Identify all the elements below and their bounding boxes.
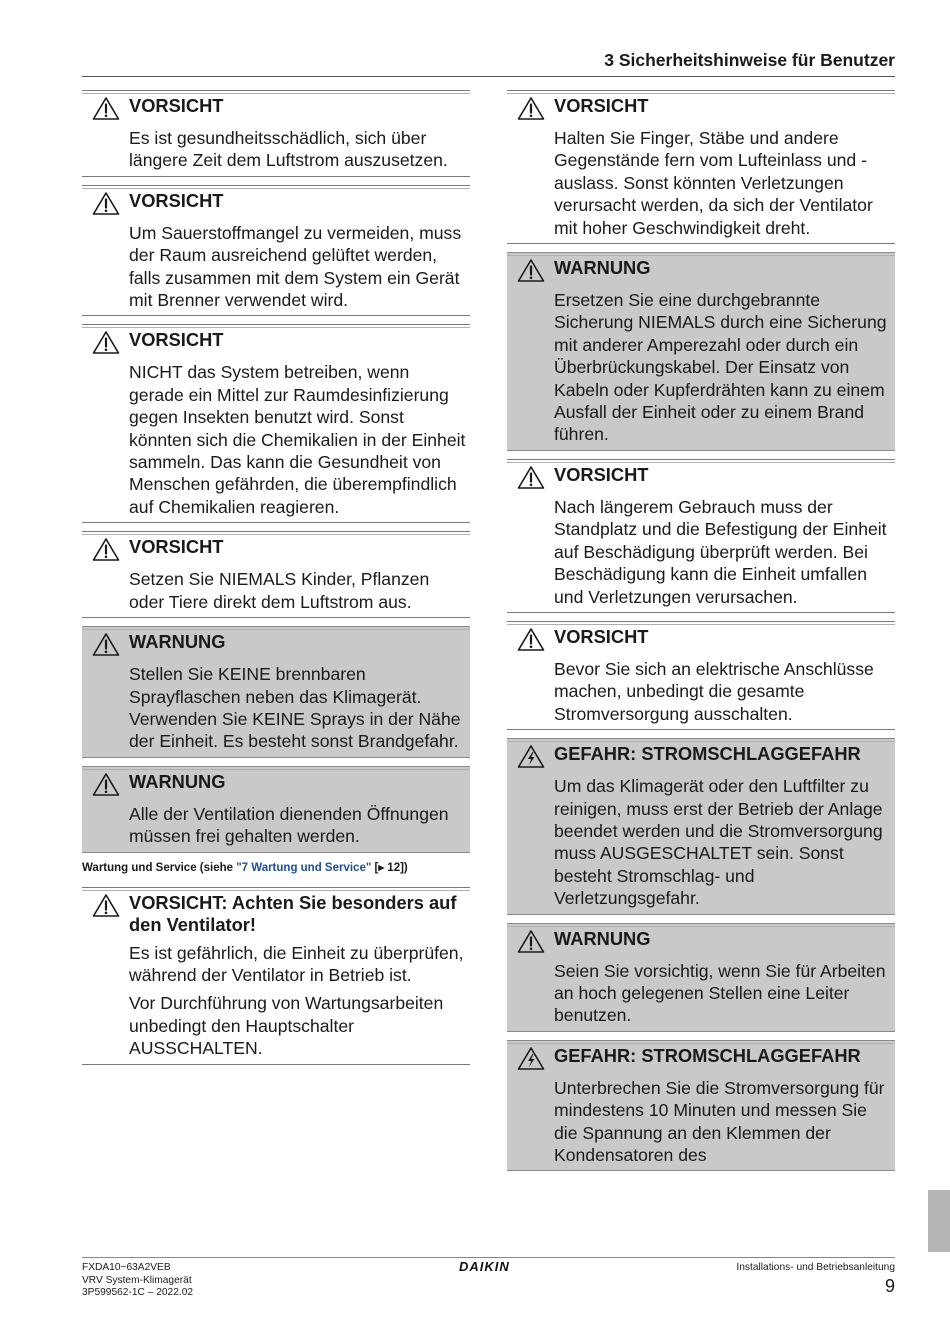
header-rule <box>82 76 895 77</box>
danger-note <box>507 1040 895 1172</box>
note-title: WARNUNG <box>129 770 226 792</box>
electric-shock-triangle-icon <box>507 742 554 769</box>
note-header <box>507 925 895 954</box>
note-body <box>82 568 470 613</box>
warning-note <box>507 252 895 451</box>
note-paragraph: Setzen Sie NIEMALS Kinder, Pflanzen oder Tiere direkt dem Luftstrom aus. <box>129 569 430 612</box>
note-paragraph: Ersetzen Sie eine durchgebrannte Sicherung NIEMALS durch eine Sicherung mit anderer Amperezahl oder durch ein Überbrückungskabel. Der Einsatz von Kabeln oder Kupferdrähten kann zu einem Ausfall der Einheit oder zu einem Brand führen. <box>554 290 887 445</box>
note-title: WARNUNG <box>554 257 651 279</box>
note-title: VORSICHT <box>554 625 649 647</box>
note-title: VORSICHT <box>129 95 224 116</box>
note-paragraph: Unterbrechen Sie die Stromversorgung für mindestens 10 Minuten und messen Sie die Spannung an den Klemmen der Kondensatoren des <box>554 1077 885 1165</box>
page-number: 9 <box>884 1275 895 1296</box>
warning-triangle-icon <box>82 891 129 918</box>
note-header <box>507 623 895 652</box>
note-header <box>82 92 470 121</box>
footer-left <box>82 1262 193 1300</box>
caution-note <box>507 621 895 730</box>
warning-triangle-icon <box>82 770 129 797</box>
footer-product: VRV System-Klimagerät <box>82 1274 192 1286</box>
note-header <box>82 628 470 657</box>
note-body <box>82 803 470 848</box>
note-body <box>507 127 895 239</box>
note-paragraph: Bevor Sie sich an elektrische Anschlüsse machen, unbedingt die gesamte Stromversorgung ausschalten. <box>554 658 874 724</box>
section-link-wartung[interactable]: "7 Wartung und Service" <box>236 861 372 874</box>
warning-triangle-icon <box>507 94 554 121</box>
footer-rule <box>82 1257 895 1258</box>
note-title: VORSICHT <box>554 463 649 485</box>
right-column <box>507 90 895 1179</box>
note-header <box>507 740 895 769</box>
note-body <box>82 361 470 518</box>
note-body <box>507 1077 895 1167</box>
electric-shock-triangle-icon <box>507 1044 554 1071</box>
note-paragraph: NICHT das System betreiben, wenn gerade ein Mittel zur Raumdesinfizierung gegen Insekten benutzt wird. Sonst könnten sich die Chemikalien in der Einheit sammeln. Das kann die Gesundheit von Menschen gefährden, die überempfindlich auf Chemikalien reagieren. <box>129 362 466 517</box>
caution-note <box>82 185 470 317</box>
side-tab-marker <box>928 1190 950 1252</box>
note-header <box>507 254 895 283</box>
warning-triangle-icon <box>507 927 554 954</box>
left-column <box>82 90 470 1073</box>
note-paragraph: Nach längerem Gebrauch muss der Standplatz und die Befestigung der Einheit auf Beschädigung überprüft werden. Bei Beschädigung kann die Einheit umfallen und Verletzungen verursachen. <box>554 496 887 607</box>
warning-note <box>507 923 895 1032</box>
caution-note <box>82 887 470 1065</box>
note-body <box>82 942 470 1060</box>
note-paragraph: Es ist gefährlich, die Einheit zu überprüfen, während der Ventilator in Betrieb ist. <box>129 942 464 985</box>
warning-triangle-icon <box>82 630 129 657</box>
danger-note <box>507 738 895 914</box>
note-body <box>82 663 470 753</box>
note-paragraph: Halten Sie Finger, Stäbe und andere Gegenstände fern vom Lufteinlass und -auslass. Sonst könnten Verletzungen verursacht werden, da sich der Ventilator mit hoher Geschwindigkeit dreht. <box>554 128 873 238</box>
warning-triangle-icon <box>507 463 554 490</box>
warning-triangle-icon <box>507 625 554 652</box>
note-paragraph: Um Sauerstoffmangel zu vermeiden, muss der Raum ausreichend gelüftet werden, falls zusammen mit dem System ein Gerät mit Brenner verwendet wird. <box>129 222 462 311</box>
note-header <box>507 92 895 121</box>
caution-note <box>82 531 470 618</box>
note-header <box>82 326 470 355</box>
note-header <box>507 461 895 490</box>
daikin-logo: DAIKIN <box>459 1259 510 1274</box>
note-title: VORSICHT <box>129 536 224 558</box>
left-notes-top <box>82 90 470 853</box>
footer-model: FXDA10~63A2VEB <box>82 1262 171 1273</box>
note-paragraph: Alle der Ventilation dienenden Öffnungen müssen frei gehalten werden. <box>129 803 449 847</box>
note-header <box>507 1042 895 1071</box>
note-paragraph: Um das Klimagerät oder den Luftfilter zu reinigen, muss erst der Betrieb der Anlage beendet werden und die Stromversorgung muss AUSGESCHALTET sein. Sonst besteht Stromschlag- und Verletzungsgefahr. <box>554 776 883 909</box>
warning-triangle-icon <box>82 535 129 562</box>
caution-note <box>82 324 470 523</box>
note-header <box>82 187 470 216</box>
note-body <box>507 960 895 1027</box>
note-body <box>82 127 470 172</box>
caution-note <box>507 459 895 613</box>
note-body <box>507 658 895 725</box>
warning-triangle-icon <box>507 256 554 283</box>
section-label-prefix: Wartung und Service (siehe <box>82 861 237 874</box>
section-label-maintenance <box>82 861 470 875</box>
note-paragraph: Vor Durchführung von Wartungsarbeiten unbedingt den Hauptschalter AUSSCHALTEN. <box>129 993 444 1059</box>
caution-note <box>507 90 895 244</box>
caution-note <box>82 90 470 177</box>
note-body <box>82 222 470 312</box>
warning-note <box>82 626 470 758</box>
note-header <box>82 533 470 562</box>
footer-doc-number: 3P599562-1C – 2022.02 <box>82 1287 194 1298</box>
page-header-title: 3 Sicherheitshinweise für Benutzer <box>604 50 895 70</box>
footer-right <box>736 1262 895 1296</box>
note-body <box>507 775 895 909</box>
note-title: VORSICHT <box>129 189 224 211</box>
note-title: VORSICHT: Achten Sie besonders auf den Ventilator! <box>129 891 457 935</box>
note-title: WARNUNG <box>554 927 651 949</box>
note-body <box>507 496 895 608</box>
footer-manual-title: Installations- und Betriebsanleitung <box>736 1262 895 1273</box>
note-body <box>507 289 895 446</box>
section-label-suffix: [▸ 12]) <box>371 861 408 874</box>
note-title: WARNUNG <box>129 631 226 653</box>
note-title: GEFAHR: STROMSCHLAGGEFAHR <box>554 743 861 765</box>
warning-note <box>82 766 470 853</box>
note-paragraph: Es ist gesundheitsschädlich, sich über längere Zeit dem Luftstrom auszusetzen. <box>129 128 448 171</box>
note-title: VORSICHT <box>554 95 649 116</box>
note-title: GEFAHR: STROMSCHLAGGEFAHR <box>554 1044 861 1066</box>
warning-triangle-icon <box>82 328 129 355</box>
warning-triangle-icon <box>82 94 129 121</box>
note-header <box>82 889 470 936</box>
note-paragraph: Seien Sie vorsichtig, wenn Sie für Arbeiten an hoch gelegenen Stellen eine Leiter benutzen. <box>554 960 886 1026</box>
note-header <box>82 768 470 797</box>
right-notes <box>507 90 895 1171</box>
note-paragraph: Stellen Sie KEINE brennbaren Sprayflaschen neben das Klimagerät. Verwenden Sie KEINE Sprays in der Nähe der Einheit. Es besteht sonst Brandgefahr. <box>129 664 461 752</box>
note-title: VORSICHT <box>129 329 224 351</box>
left-notes-bottom <box>82 887 470 1065</box>
warning-triangle-icon <box>82 189 129 216</box>
